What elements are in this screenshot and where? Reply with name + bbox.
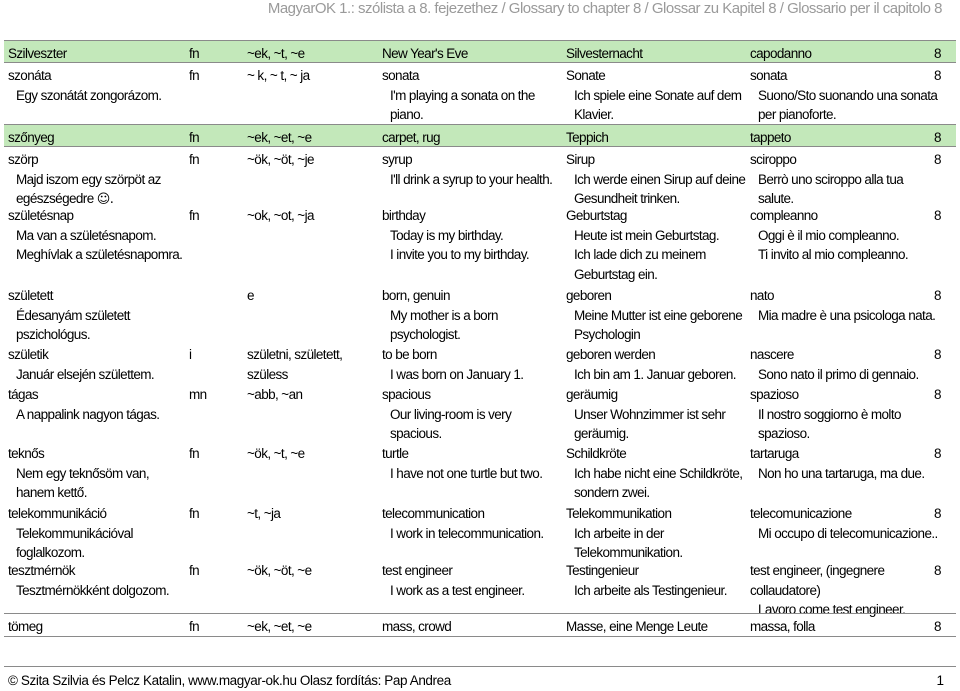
italian-translation: telecomunicazione [750, 506, 852, 521]
hungarian-cell [8, 206, 188, 265]
english-cell [382, 444, 562, 483]
english-example: I invite you to my birthday. [390, 247, 530, 262]
word-forms: születni, született, szüless [247, 347, 343, 382]
german-example: Heute ist mein Geburtstag. [574, 227, 719, 243]
german-example: Meine Mutter ist eine geborene Psychologin [574, 307, 743, 342]
hungarian-word: telekommunikáció [8, 506, 107, 521]
italian-example: Mia madre è una psicologa nata. [758, 307, 936, 323]
german-cell [566, 345, 748, 384]
hungarian-example: Egy szonátát zongorázom. [16, 87, 162, 103]
english-cell [382, 385, 562, 444]
english-example: Today is my birthday. [390, 227, 504, 243]
table-row [4, 342, 956, 382]
italian-example: Il nostro soggiorno è molto spazioso. [758, 406, 901, 441]
english-example: Our living-room is very spacious. [390, 406, 512, 441]
smiley-icon: ☺. [96, 192, 114, 207]
hungarian-cell [8, 444, 188, 503]
chapter-number: 8 [934, 208, 941, 223]
english-example: I have not one turtle but two. [390, 465, 543, 481]
german-example: Ich bin am 1. Januar geboren. [574, 366, 736, 382]
english-translation: spacious [382, 387, 431, 402]
table-row [4, 441, 956, 501]
german-example: Ich lade dich zu meinem Geburtstag ein. [574, 247, 706, 282]
word-class: fn [189, 152, 200, 167]
italian-translation: test engineer, (ingegnere collaudatore) [750, 563, 885, 598]
word-class: fn [189, 68, 200, 83]
table-row [4, 40, 956, 63]
word-forms: ~ek, ~et, ~e [247, 619, 312, 634]
hungarian-example: Ma van a születésnapom. [16, 227, 157, 243]
english-translation: born, genuin [382, 288, 450, 303]
word-class: fn [189, 563, 200, 578]
english-example: I work in telecommunication. [390, 525, 544, 541]
english-example: I'm playing a sonata on the piano. [390, 87, 535, 122]
english-translation: sonata [382, 68, 419, 83]
hungarian-word: teknős [8, 446, 45, 461]
english-translation: telecommunication [382, 506, 485, 521]
page-footer [4, 666, 956, 688]
german-cell [566, 286, 748, 345]
italian-cell [750, 385, 940, 444]
chapter-number: 8 [934, 68, 941, 83]
word-class: fn [189, 446, 200, 461]
word-forms: ~ök, ~öt, ~e [247, 563, 312, 578]
english-cell [382, 504, 562, 543]
word-class: i [189, 347, 192, 362]
italian-translation: tappeto [750, 130, 791, 145]
german-translation: Teppich [566, 130, 609, 145]
word-class: fn [189, 46, 200, 61]
german-cell [566, 504, 748, 563]
chapter-number: 8 [934, 619, 941, 634]
german-cell [566, 150, 748, 209]
hungarian-word: tágas [8, 387, 39, 402]
hungarian-example: A nappalink nagyon tágas. [16, 406, 160, 422]
german-example: Ich arbeite als Testingenieur. [574, 582, 727, 598]
hungarian-cell [8, 385, 188, 424]
italian-example: Berrò uno sciroppo alla tua salute. [758, 171, 904, 206]
hungarian-example: Telekommunikációval foglalkozom. [16, 525, 133, 560]
german-translation: Sirup [566, 152, 595, 167]
english-cell [382, 150, 562, 189]
chapter-number: 8 [934, 506, 941, 521]
german-cell [566, 206, 748, 284]
italian-translation: compleanno [750, 208, 818, 223]
english-cell [382, 66, 562, 125]
italian-example: Lavoro come test engineer. [758, 602, 906, 617]
italian-example: Suono/Sto suonando una sonata per pianoforte. [758, 87, 938, 122]
italian-cell [750, 286, 940, 325]
table-row [4, 558, 956, 617]
german-translation: geboren werden [566, 347, 656, 362]
german-example: Ich spiele eine Sonate auf dem Klavier. [574, 87, 742, 122]
english-cell [382, 286, 562, 345]
italian-translation: sonata [750, 68, 787, 83]
italian-cell [750, 561, 940, 620]
word-forms: ~ök, ~öt, ~je [247, 152, 314, 167]
hungarian-cell [8, 504, 188, 563]
word-class: mn [189, 387, 207, 402]
word-class: fn [189, 130, 200, 145]
italian-translation: nato [750, 288, 774, 303]
italian-translation: massa, folla [750, 619, 815, 634]
hungarian-example: Meghívlak a születésnapomra. [16, 247, 183, 262]
hungarian-word: szőnyeg [8, 130, 55, 145]
table-row [4, 382, 956, 441]
word-forms: ~ek, ~et, ~e [247, 130, 312, 145]
english-example: I was born on January 1. [390, 366, 524, 382]
italian-cell [750, 150, 940, 209]
german-translation: Geburtstag [566, 208, 627, 223]
word-class: fn [189, 208, 200, 223]
table-row [4, 613, 956, 637]
chapter-number: 8 [934, 152, 941, 167]
word-forms: ~t, ~ja [247, 506, 281, 521]
hungarian-cell [8, 286, 188, 345]
german-cell [566, 444, 748, 503]
hungarian-word: szonáta [8, 68, 52, 83]
word-class: fn [189, 506, 200, 521]
german-example: Ich arbeite in der Telekommunikation. [574, 525, 683, 560]
german-example: Unser Wohnzimmer ist sehr geräumig. [574, 406, 726, 441]
word-forms: ~ok, ~ot, ~ja [247, 208, 314, 223]
page-number: 1 [936, 673, 944, 688]
chapter-number: 8 [934, 288, 941, 303]
table-row [4, 283, 956, 342]
italian-example: Non ho una tartaruga, ma due. [758, 465, 925, 481]
english-translation: turtle [382, 446, 409, 461]
english-cell [382, 345, 562, 384]
word-class: fn [189, 619, 200, 634]
chapter-number: 8 [934, 347, 941, 362]
italian-translation: sciroppo [750, 152, 797, 167]
hungarian-example: Nem egy teknősöm van, hanem kettő. [16, 465, 149, 500]
table-row [4, 63, 956, 124]
hungarian-word: születésnap [8, 208, 74, 223]
word-forms: ~abb, ~an [247, 387, 303, 402]
hungarian-word: született [8, 288, 53, 303]
glossary-table [4, 40, 956, 637]
hungarian-word: Szilveszter [8, 46, 67, 61]
english-example: I'll drink a syrup to your health. [390, 171, 553, 187]
italian-cell [750, 66, 940, 125]
german-translation: Silvesternacht [566, 46, 643, 61]
german-translation: Schildkröte [566, 446, 627, 461]
chapter-number: 8 [934, 387, 941, 402]
italian-translation: capodanno [750, 46, 812, 61]
hungarian-cell [8, 150, 188, 210]
english-example: I work as a test engineer. [390, 582, 525, 598]
word-forms: ~ k, ~ t, ~ ja [247, 68, 310, 83]
word-forms: e [247, 288, 254, 303]
table-row [4, 124, 956, 147]
english-cell [382, 561, 562, 600]
german-example: Ich habe nicht eine Schildkröte, sondern zwei. [574, 465, 743, 500]
italian-example: Sono nato il primo di gennaio. [758, 366, 919, 382]
italian-example: Oggi è il mio compleanno. [758, 227, 900, 243]
english-translation: mass, crowd [382, 619, 452, 634]
german-translation: Testingenieur [566, 563, 639, 578]
italian-cell [750, 504, 940, 543]
italian-cell [750, 444, 940, 483]
english-translation: New Year's Eve [382, 46, 468, 61]
table-row [4, 203, 956, 283]
hungarian-cell [8, 66, 188, 105]
italian-translation: spazioso [750, 387, 799, 402]
italian-example: Ti invito al mio compleanno. [758, 247, 909, 262]
hungarian-cell [8, 561, 188, 600]
english-translation: birthday [382, 208, 426, 223]
word-forms: ~ek, ~t, ~e [247, 46, 305, 61]
italian-example: Mi occupo di telecomunicazione.. [758, 525, 938, 541]
english-example: My mother is a born psychologist. [390, 307, 498, 342]
english-cell [382, 206, 562, 265]
page-header: MagyarOK 1.: szólista a 8. fejezethez / Glossary to chapter 8 / Glossar zu Kapitel 8 / Glossario per il capitolo 8 [267, 0, 942, 17]
hungarian-example: Tesztmérnökként dolgozom. [16, 582, 170, 598]
hungarian-word: szörp [8, 152, 39, 167]
english-translation: to be born [382, 347, 437, 362]
chapter-number: 8 [934, 446, 941, 461]
german-translation: geboren [566, 288, 612, 303]
italian-cell [750, 206, 940, 265]
chapter-number: 8 [934, 130, 941, 145]
italian-translation: nascere [750, 347, 794, 362]
word-forms: ~ök, ~t, ~e [247, 446, 305, 461]
hungarian-word: születik [8, 347, 49, 362]
hungarian-word: tömeg [8, 619, 43, 634]
german-translation: Masse, eine Menge Leute [566, 619, 708, 634]
german-cell [566, 561, 748, 600]
table-row [4, 147, 956, 207]
chapter-number: 8 [934, 563, 941, 578]
italian-translation: tartaruga [750, 446, 799, 461]
english-translation: test engineer [382, 563, 453, 578]
copyright-text: © Szita Szilvia és Pelcz Katalin, www.magyar-ok.hu Olasz fordítás: Pap Andrea [8, 673, 451, 688]
german-example: Ich werde einen Sirup auf deine Gesundheit trinken. [574, 171, 746, 206]
hungarian-example: Édesanyám született pszichológus. [16, 307, 130, 342]
hungarian-word: tesztmérnök [8, 563, 75, 578]
german-translation: geräumig [566, 387, 618, 402]
hungarian-example: Január elsején születtem. [16, 366, 155, 382]
table-row [4, 501, 956, 558]
chapter-number: 8 [934, 46, 941, 61]
english-translation: syrup [382, 152, 413, 167]
german-cell [566, 66, 748, 125]
hungarian-cell [8, 345, 188, 384]
german-cell [566, 385, 748, 444]
italian-cell [750, 345, 940, 384]
german-translation: Sonate [566, 68, 606, 83]
english-translation: carpet, rug [382, 130, 440, 145]
german-translation: Telekommunikation [566, 506, 672, 521]
hungarian-example-text: Majd iszom egy szörpöt az egészségedre [16, 171, 161, 206]
